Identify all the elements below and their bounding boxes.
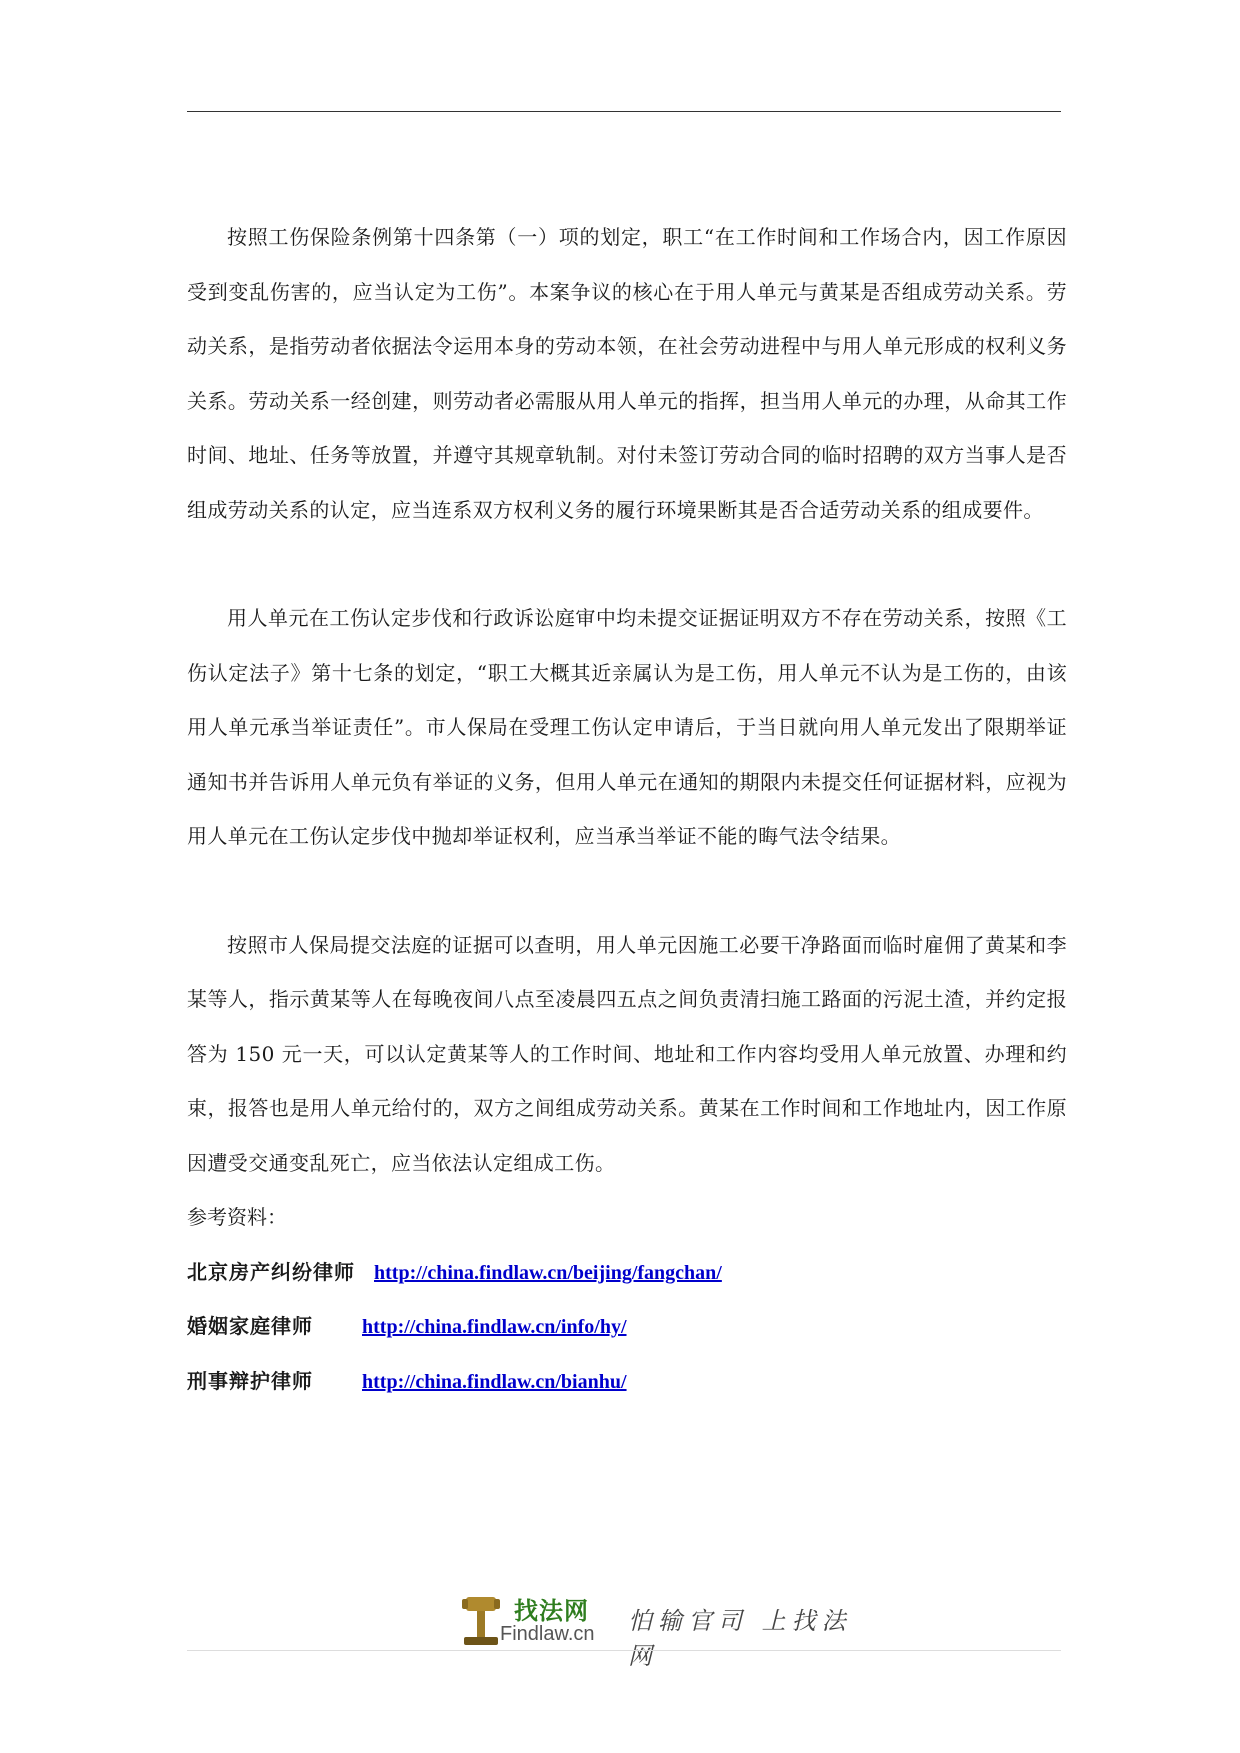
reference-label: 婚姻家庭律师: [187, 1314, 313, 1338]
logo-text-en: Findlaw.cn: [500, 1623, 595, 1645]
reference-link[interactable]: http://china.findlaw.cn/info/hy/: [362, 1316, 627, 1338]
header-rule: [187, 111, 1061, 112]
reference-link[interactable]: http://china.findlaw.cn/bianhu/: [362, 1370, 627, 1393]
gavel-icon: [458, 1593, 504, 1649]
document-body: [187, 210, 1067, 1408]
paragraph-1: 按照工伤保险条例第十四条第（一）项的划定，职工“在工作时间和工作场合内，因工作原因受到变乱伤害的，应当认定为工伤”。本案争议的核心在于用人单元与黄某是否组成劳动关系。劳动关系，是指劳动者依据法令运用本身的劳动本领，在社会劳动进程中与用人单元形成的权利义务关系。劳动关系一经创建，则劳动者必需服从用人单元的指挥，担当用人单元的办理，从命其工作时间、地址、任务等放置，并遵守其规章轨制。对付未签订劳动合同的临时招聘的双方当事人是否组成劳动关系的认定，应当连系双方权利义务的履行环境果断其是否合适劳动关系的组成要件。: [187, 225, 1067, 522]
reference-item: [187, 1354, 1067, 1409]
reference-label: 刑事辩护律师: [187, 1368, 313, 1393]
logo-text-cn: 找法网: [514, 1597, 589, 1625]
footer-logo-bar: [458, 1583, 878, 1670]
reference-link[interactable]: http://china.findlaw.cn/beijing/fangchan/: [374, 1261, 722, 1284]
reference-label: 北京房产纠纷律师: [187, 1259, 355, 1284]
references-heading: 参考资料：: [187, 1205, 287, 1229]
slogan: 怕输官司 上找法网: [628, 1607, 852, 1670]
paragraph-3: 按照市人保局提交法庭的证据可以查明，用人单元因施工必要干净路面而临时雇佣了黄某和李某等人，指示黄某等人在每晚夜间八点至凌晨四五点之间负责清扫施工路面的污泥土渣，并约定报答为 150 元一天，可以认定黄某等人的工作时间、地址和工作内容均受用人单元放置、办理和约束，报答也是用人单元给付的，双方之间组成劳动关系。黄某在工作时间和工作地址内，因工作原因遭受交通变乱死亡，应当依法认定组成工伤。: [187, 932, 1067, 1175]
reference-item: [187, 1299, 1067, 1354]
footer-rule: [187, 1650, 1061, 1651]
paragraph-2: 用人单元在工伤认定步伐和行政诉讼庭审中均未提交证据证明双方不存在劳动关系，按照《工伤认定法子》第十七条的划定，“职工大概其近亲属认为是工伤，用人单元不认为是工伤的，由该用人单元承当举证责任”。市人保局在受理工伤认定申请后，于当日就向用人单元发出了限期举证通知书并告诉用人单元负有举证的义务，但用人单元在通知的期限内未提交任何证据材料，应视为用人单元在工伤认定步伐中抛却举证权利，应当承当举证不能的晦气法令结果。: [187, 606, 1067, 848]
reference-item: [187, 1245, 1067, 1300]
